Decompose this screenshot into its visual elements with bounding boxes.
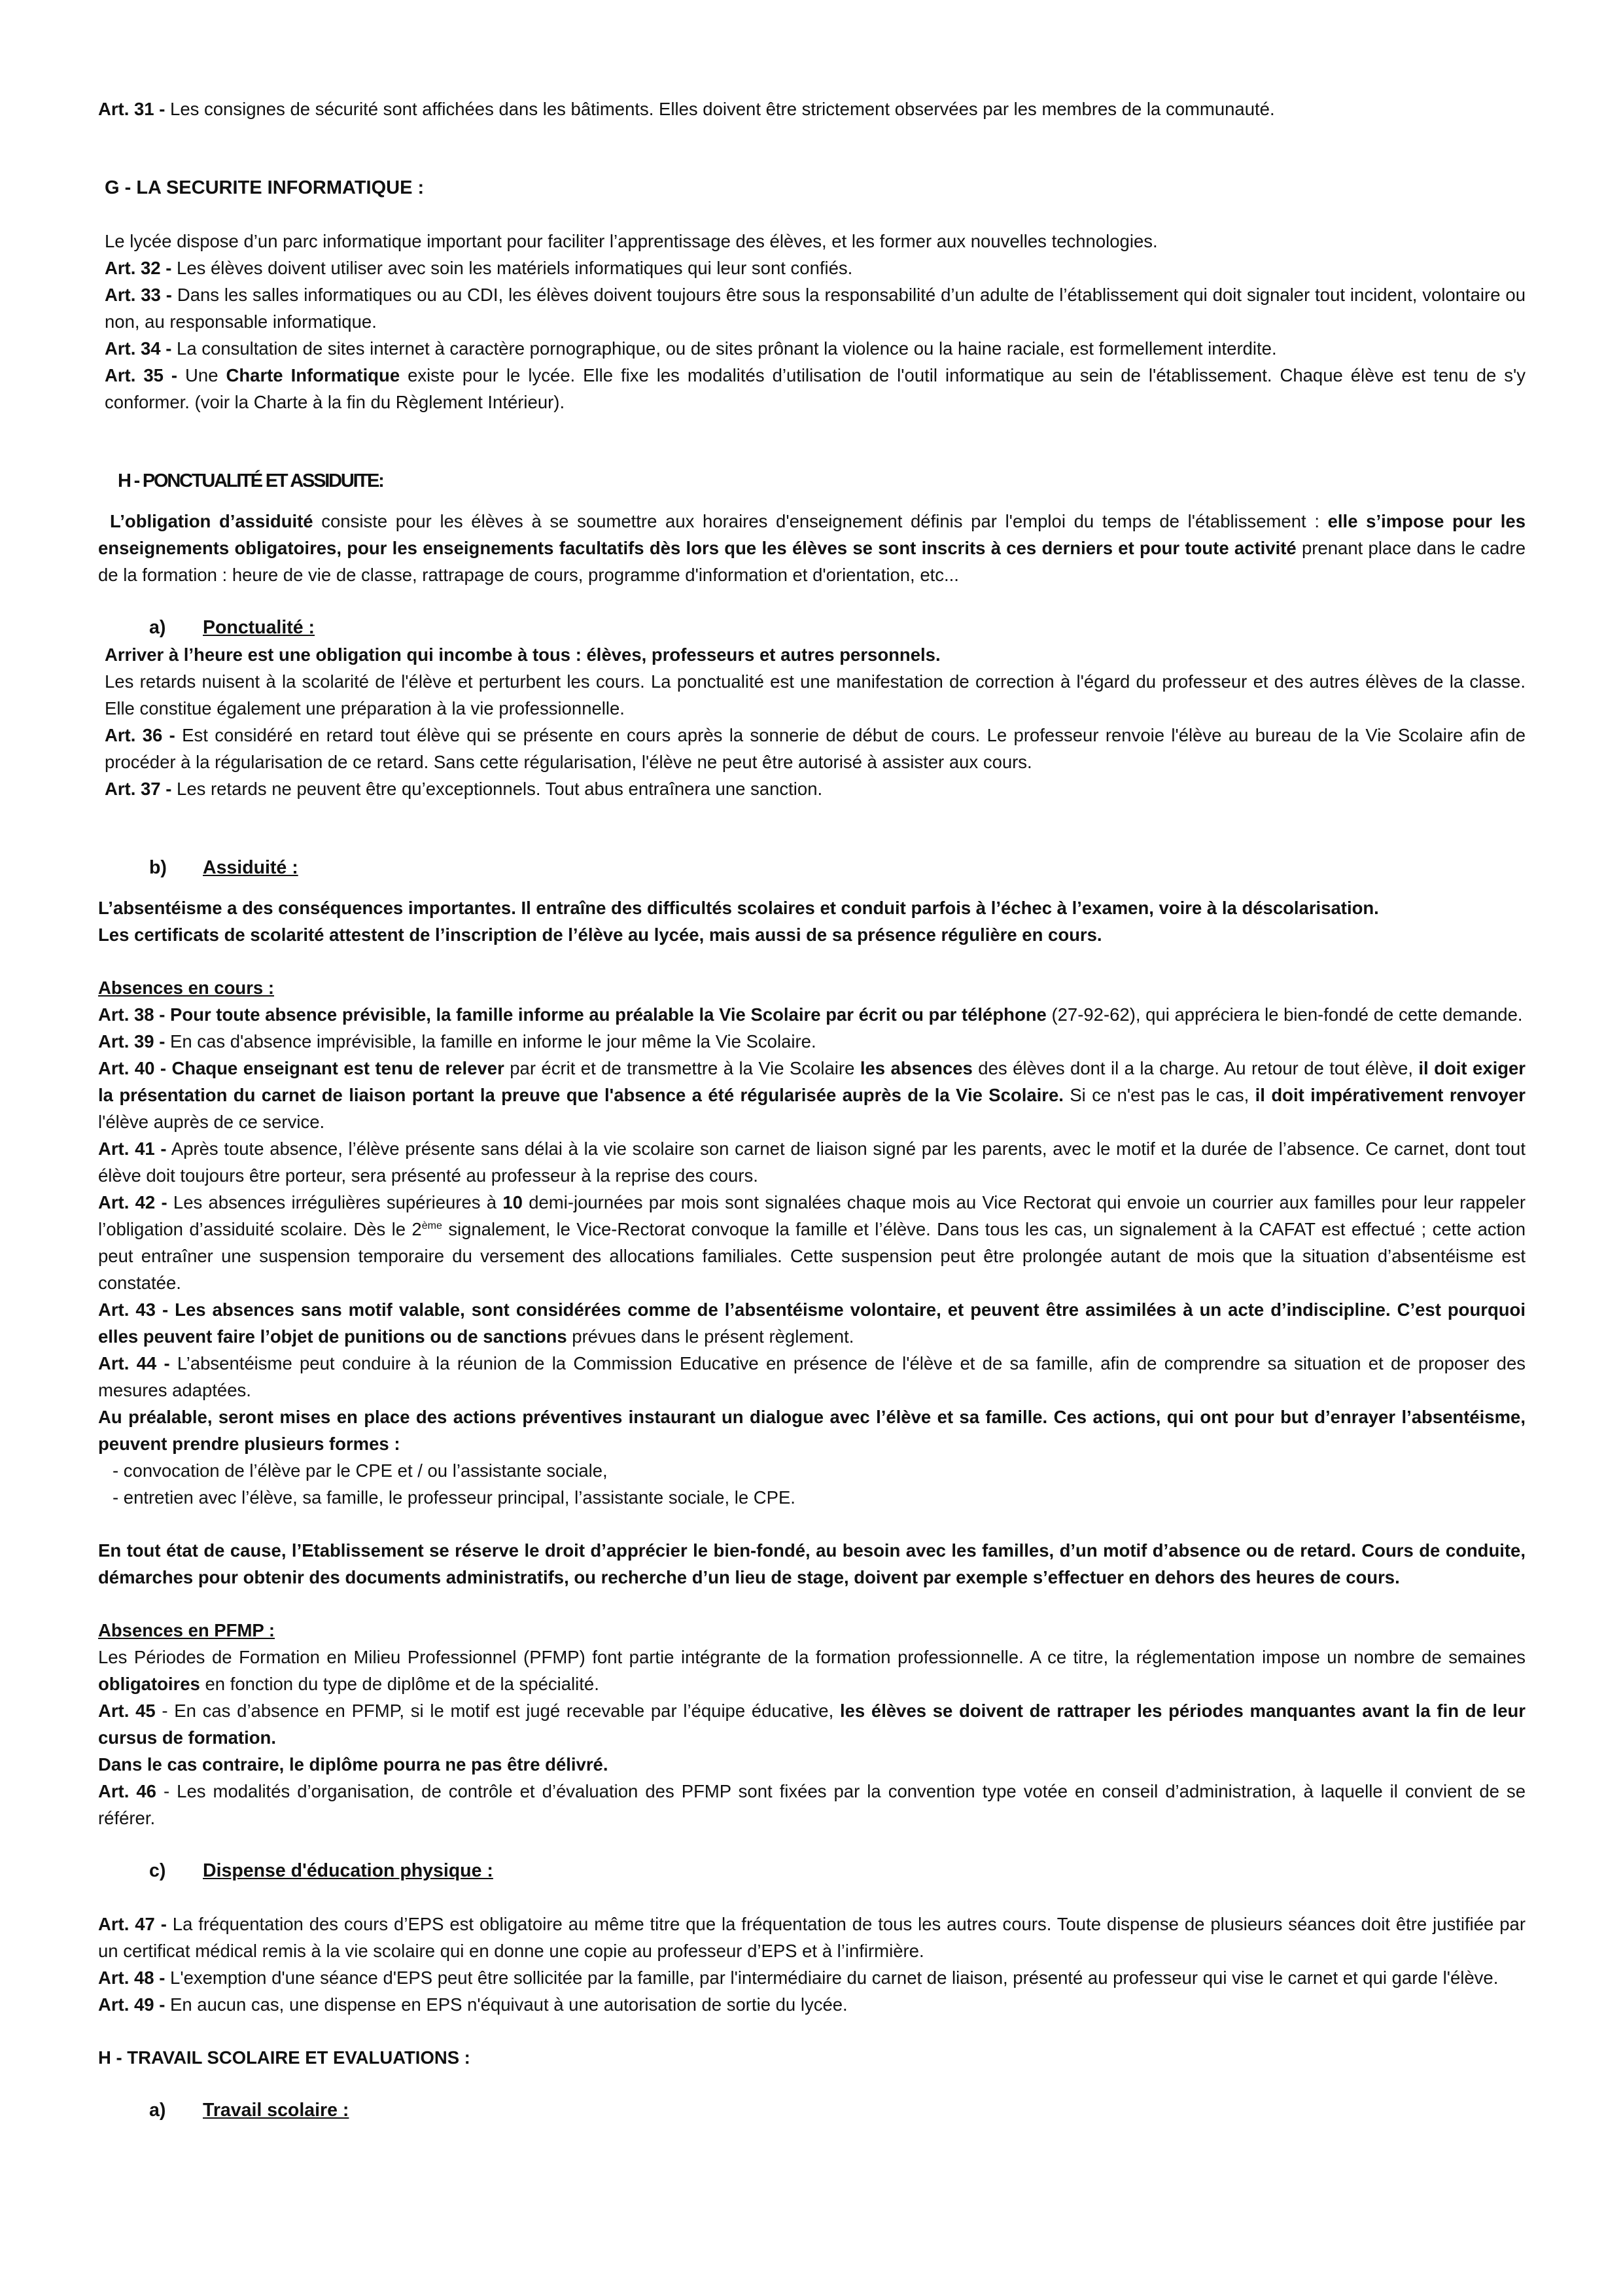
article-40: Art. 40 - Chaque enseignant est tenu de relever par écrit et de transmettre à la Vie Scolaire les absences des élèves dont il a la charge. Au retour de tout élève, il doit exiger la présentation du carnet de liaison portant la preuve que l'absence a été régularisée auprès de la Vie Scolaire. Si ce n'est pas le cas, il doit impérativement renvoyer l'élève auprès de ce service. [98,1058,1526,1132]
section-g-intro: Le lycée dispose d’un parc informatique important pour faciliter l’apprentissage des élèves, et les former aux nouvelles technologies. [105,231,1158,251]
ponctualite-body [98,641,1526,802]
ponctualite-text: Les retards nuisent à la scolarité de l'élève et perturbent les cours. La ponctualité est une manifestation de correction à l'égard du professeur et des autres élèves de la classe. Elle constitue également une préparation à la vie professionnelle. [105,671,1526,718]
article-label: Art. 31 - [98,99,166,119]
document-page [98,96,1526,2124]
article-34: Art. 34 - La consultation de sites internet à caractère pornographique, ou de sites prônant la violence ou la haine raciale, est formellement interdite. [105,338,1277,359]
article-48: Art. 48 - L'exemption d'une séance d'EPS peut être sollicitée par la famille, par l'intermédiaire du carnet de liaison, présenté au professeur qui vise le carnet et qui garde l'élève. [98,1968,1499,1988]
assiduite-lead-2: Les certificats de scolarité attestent de l’inscription de l’élève au lycée, mais aussi de sa présence régulière en cours. [98,925,1102,945]
article-45: Art. 45 - En cas d’absence en PFMP, si le motif est jugé recevable par l’équipe éducative, les élèves se doivent de rattraper les périodes manquantes avant la fin de leur cursus de formation. [98,1701,1526,1748]
article-31: Art. 31 - Les consignes de sécurité sont affichées dans les bâtiments. Elles doivent être strictement observées par les membres de la communauté. [98,99,1275,119]
pfmp-intro: Les Périodes de Formation en Milieu Professionnel (PFMP) font partie intégrante de la formation professionnelle. A ce titre, la réglementation impose un nombre de semaines obligatoires en fonction du type de diplôme et de la spécialité. [98,1647,1526,1694]
assiduite-lead-1: L’absentéisme a des conséquences importantes. Il entraîne des difficultés scolaires et conduit parfois à l’échec à l’examen, voire à la déscolarisation. [98,898,1379,918]
article-47: Art. 47 - La fréquentation des cours d’EPS est obligatoire au même titre que la fréquentation de tous les autres cours. Toute dispense de plusieurs séances doit être justifiée par un certificat médical remis à la vie scolaire qui en donne une copie au professeur d’EPS et à l’infirmière. [98,1914,1526,1961]
article-42: Art. 42 - Les absences irrégulières supérieures à 10 demi-journées par mois sont signalées chaque mois au Vice Rectorat qui envoie un courrier aux familles pour leur rappeler l’obligation d’assiduité scolaire. Dès le 2ème signalement, le Vice-Rectorat convoque la famille et l’élève. Dans tous les cas, un signalement à la CAFAT est effectué ; cette action peut entraîner une suspension temporaire du versement des allocations familiales. Cette suspension peut être prolongée autant de mois que la situation d’absentéisme est constatée. [98,1192,1526,1293]
list-item: - entretien avec l’élève, sa famille, le professeur principal, l’assistante sociale, le CPE. [113,1487,795,1508]
article-38: Art. 38 - Pour toute absence prévisible, la famille informe au préalable la Vie Scolaire par écrit ou par téléphone (27-92-62), qui appréciera le bien-fondé de cette demande. [98,1004,1523,1025]
article-43: Art. 43 - Les absences sans motif valable, sont considérées comme de l’absentéisme volontaire, et peuvent être assimilées à un acte d’indiscipline. C’est pourquoi elles peuvent faire l’objet de punitions ou de sanctions prévues dans le présent règlement. [98,1299,1526,1347]
article-35: Art. 35 - Une Charte Informatique existe pour le lycée. Elle fixe les modalités d’utilisation de l'outil informatique au sein de l'établissement. Chaque élève est tenu de s'y conformer. (voir la Charte à la fin du Règlement Intérieur). [105,365,1526,412]
ponctualite-lead: Arriver à l’heure est une obligation qui incombe à tous : élèves, professeurs et autres personnels. [105,645,941,665]
absences-en-cours-heading: Absences en cours : [98,978,274,998]
prevention-text: Au préalable, seront mises en place des actions préventives instaurant un dialogue avec l’élève et sa famille. Ces actions, qui ont pour but d’enrayer l’absentéisme, peuvent prendre plusieurs formes : [98,1407,1526,1454]
article-49: Art. 49 - En aucun cas, une dispense en EPS n'équivaut à une autorisation de sortie du lycée. [98,1994,848,2015]
section-g-title: G - LA SECURITE INFORMATIQUE : [105,177,425,198]
reserve-text: En tout état de cause, l’Etablissement se réserve le droit d’apprécier le bien-fondé, au besoin avec les familles, d’un motif d’absence ou de retard. Cours de conduite, démarches pour obtenir des documents administratifs, ou recherche d’un lieu de stage, doivent par exemple s’effectuer en dehors des heures de cours. [98,1540,1526,1587]
article-39: Art. 39 - En cas d'absence imprévisible, la famille en informe le jour même la Vie Scolaire. [98,1031,816,1051]
subsection-a-ponctualite: a) Ponctualité : [149,617,315,638]
section-h-title: H - PONCTUALITÉ ET ASSIDUITE: [118,470,383,491]
article-44: Art. 44 - L’absentéisme peut conduire à la réunion de la Commission Educative en présence de l'élève et de sa famille, afin de comprendre sa situation et de proposer des mesures adaptées. [98,1353,1526,1400]
article-33: Art. 33 - Dans les salles informatiques ou au CDI, les élèves doivent toujours être sous la responsabilité d’un adulte de l’établissement qui doit signaler tout incident, volontaire ou non, au responsable informatique. [105,285,1526,332]
list-item: - convocation de l’élève par le CPE et / ou l’assistante sociale, [113,1460,608,1481]
subsection-c-dispense-eps: c) Dispense d'éducation physique : [149,1860,493,1881]
article-32: Art. 32 - Les élèves doivent utiliser avec soin les matériels informatiques qui leur sont confiés. [105,258,853,278]
subsection-a-travail-scolaire: a) Travail scolaire : [149,2100,349,2121]
article-36: Art. 36 - Est considéré en retard tout élève qui se présente en cours après la sonnerie de début de cours. Le professeur renvoie l'élève au bureau de la Vie Scolaire afin de procéder à la régularisation de ce retard. Sans cette régularisation, l'élève ne peut être autorisé à assister aux cours. [105,725,1526,772]
section-g-body [98,228,1526,415]
subsection-b-assiduite: b) Assiduité : [149,857,298,878]
article-37: Art. 37 - Les retards ne peuvent être qu’exceptionnels. Tout abus entraînera une sanction. [105,779,823,799]
pfmp-contrary: Dans le cas contraire, le diplôme pourra ne pas être délivré. [98,1754,608,1775]
section-travail-scolaire-title: H - TRAVAIL SCOLAIRE ET EVALUATIONS : [98,2047,470,2068]
article-41: Art. 41 - Après toute absence, l’élève présente sans délai à la vie scolaire son carnet de liaison signé par les parents, avec le motif et la durée de l’absence. Ce carnet, dont tout élève doit toujours être porteur, sera présenté au professeur à la reprise des cours. [98,1139,1526,1186]
absences-pfmp-heading: Absences en PFMP : [98,1620,275,1640]
article-46: Art. 46 - Les modalités d’organisation, de contrôle et d’évaluation des PFMP sont fixées par la convention type votée en conseil d’administration, à laquelle il convient de se référer. [98,1781,1526,1828]
section-h-intro: L’obligation d’assiduité consiste pour les élèves à se soumettre aux horaires d'enseignement définis par l'emploi du temps de l'établissement : elle s’impose pour les enseignements obligatoires, pour les enseignements facultatifs dès lors que les élèves se sont inscrits à ces derniers et pour toute activité prenant place dans le cadre de la formation : heure de vie de classe, rattrapage de cours, programme d'information et d'orientation, etc... [98,511,1526,585]
